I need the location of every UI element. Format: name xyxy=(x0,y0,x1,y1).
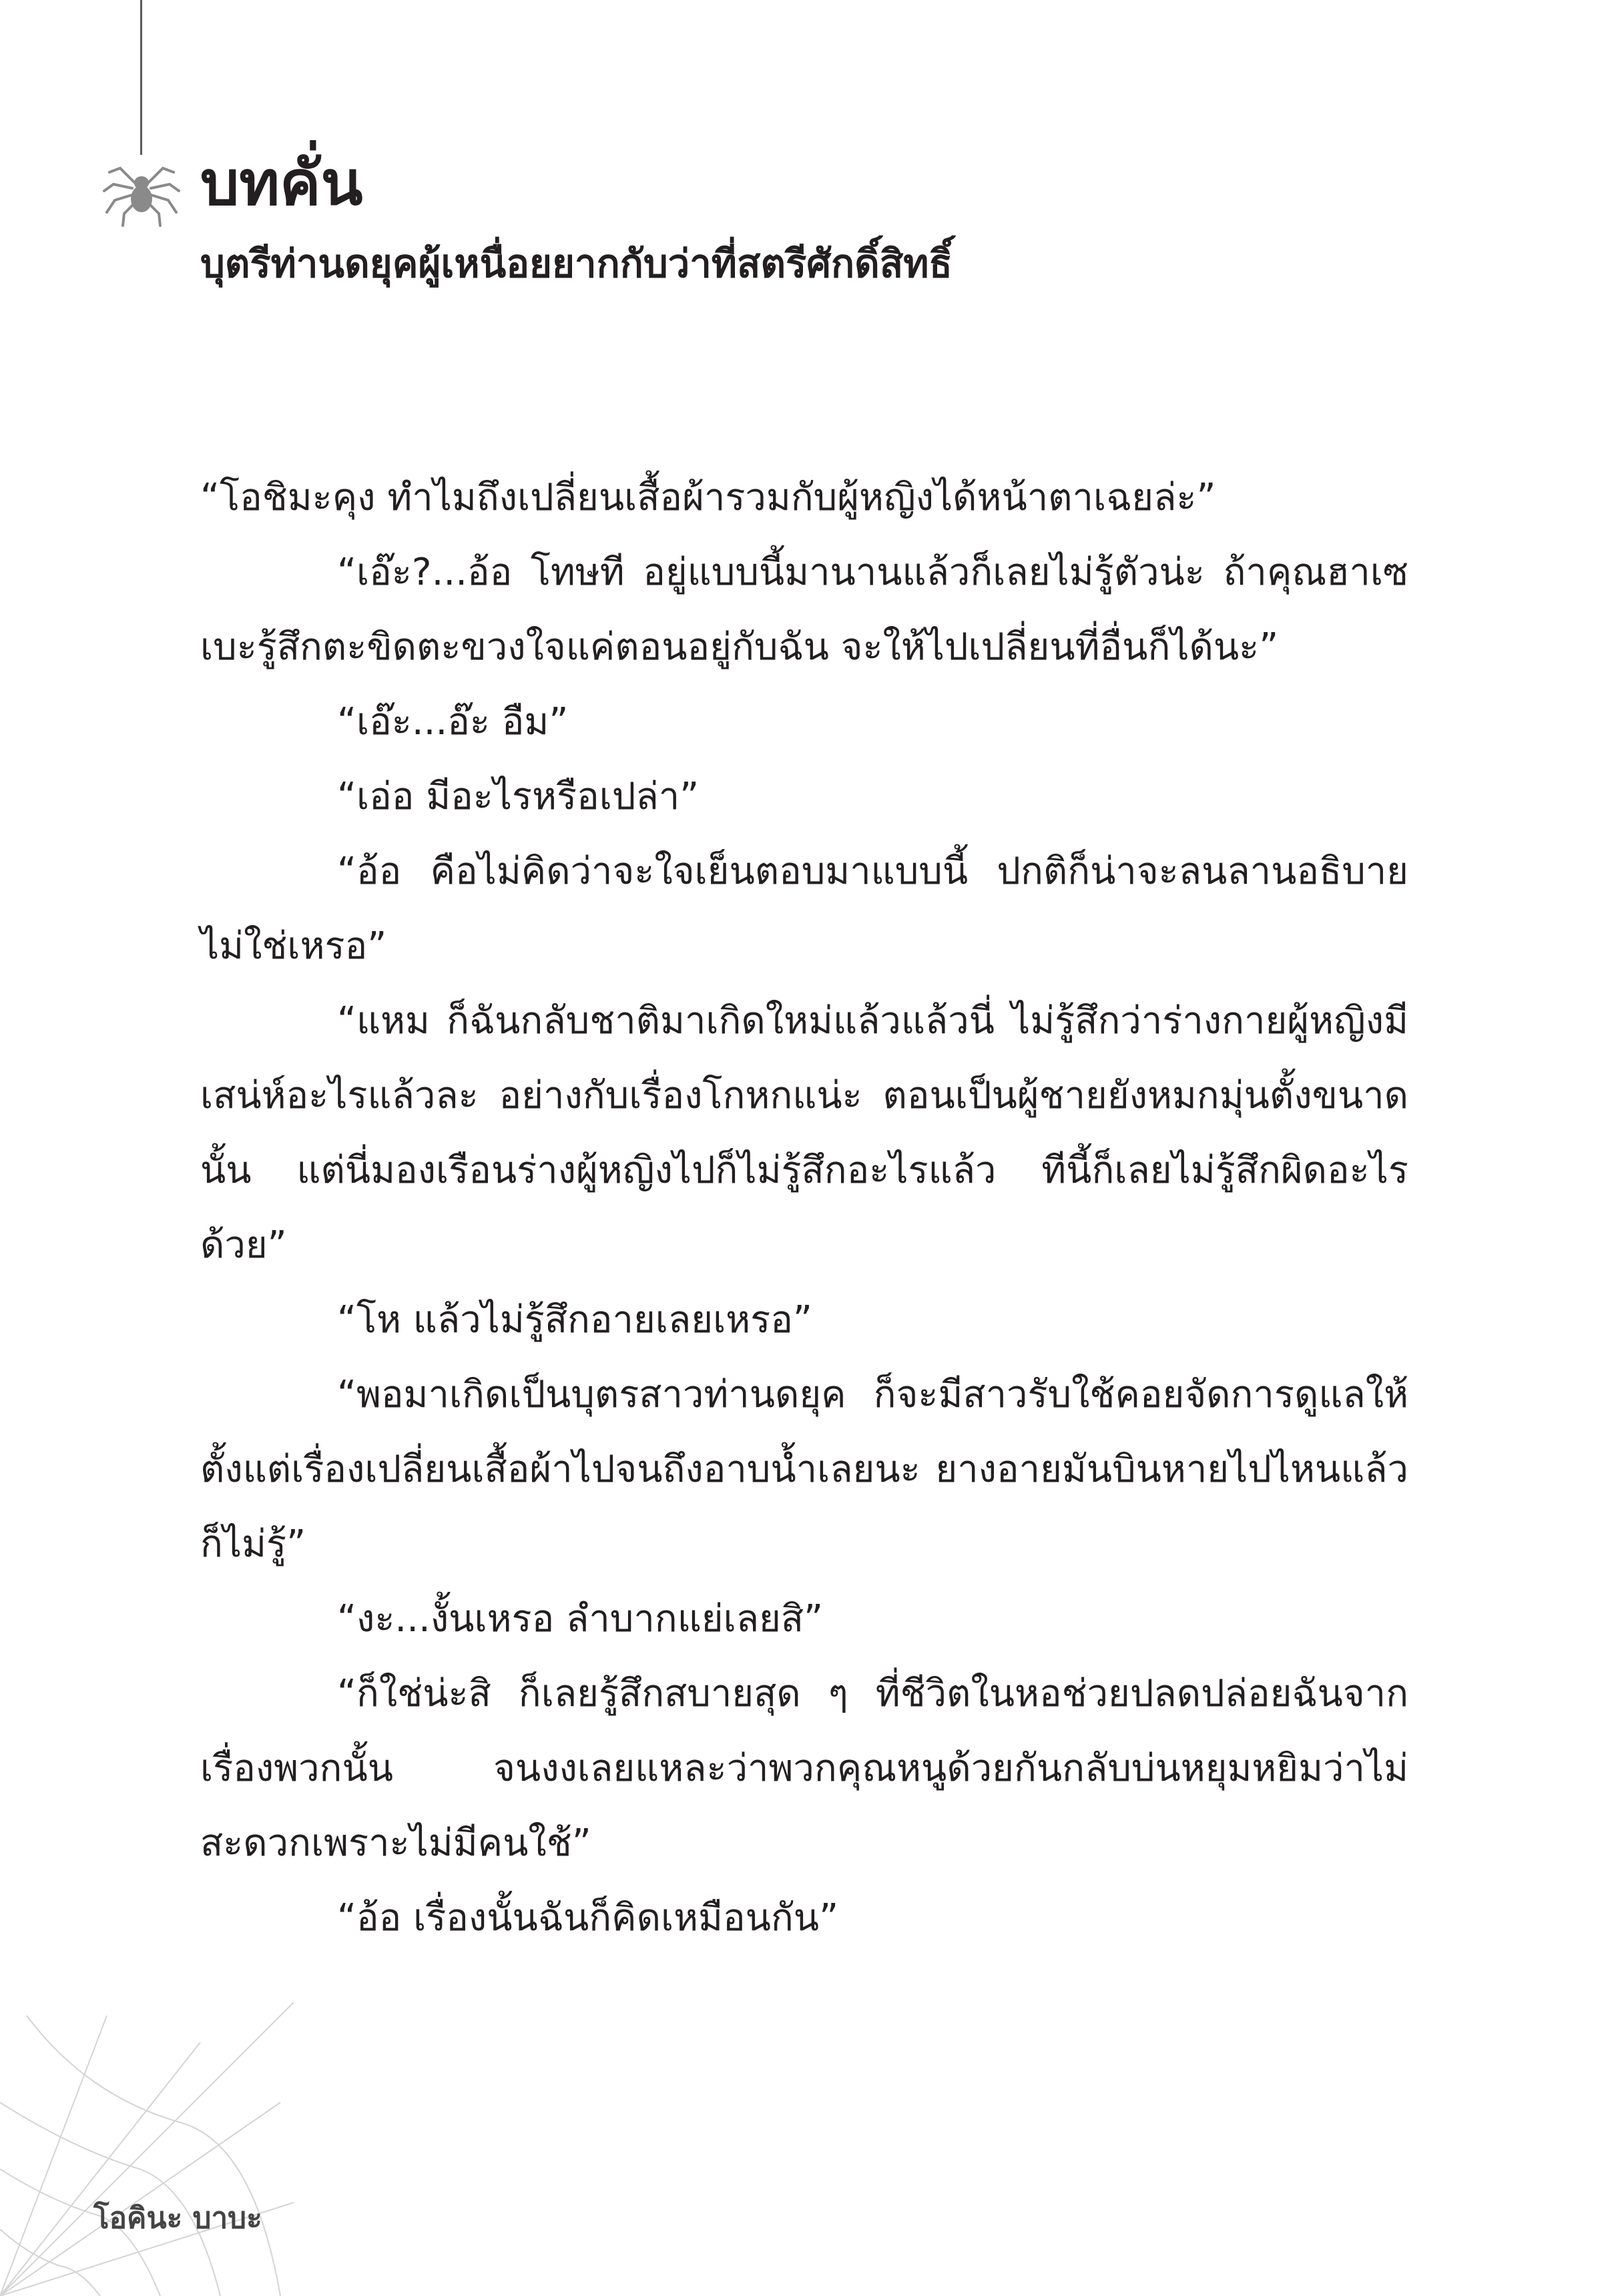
body-paragraph: “เอ๊ะ?...อ้อ โทษที อยู่แบบนี้มานานแล้วก็เลยไม่รู้ตัวน่ะ ถ้าคุณฮาเซเบะรู้สึกตะขิดตะขวงใจแค่ตอนอยู่กับฉัน จะให้ไปเปลี่ยนที่อื่นก็ได้นะ” xyxy=(200,551,1408,669)
body-paragraph: “พอมาเกิดเป็นบุตรสาวท่านดยุค ก็จะมีสาวรับใช้คอยจัดการดูแลให้ตั้งแต่เรื่องเปลี่ยนเสื้อผ้าไปจนถึงอาบน้ำเลยนะ ยางอายมันบินหายไปไหนแล้วก็ไม่รู้” xyxy=(200,1373,1408,1566)
body-paragraph: “เอ่อ มีอะไรหรือเปล่า” xyxy=(337,775,700,818)
chapter-subtitle: บุตรีท่านดยุคผู้เหนื่อยยากกับว่าที่สตรีศักดิ์สิทธิ์ xyxy=(200,241,953,286)
spider-web-icon xyxy=(0,2002,294,2296)
spider-thread xyxy=(140,0,142,155)
body-paragraph: “อ้อ เรื่องนั้นฉันก็คิดเหมือนกัน” xyxy=(337,1896,839,1940)
body-paragraph: “แหม ก็ฉันกลับชาติมาเกิดใหม่แล้วแล้วนี่ ไม่รู้สึกว่าร่างกายผู้หญิงมีเสน่ห์อะไรแล้วละ อย่างกับเรื่องโกหกแน่ะ ตอนเป็นผู้ชายยังหมกมุ่นตั้งขนาดนั้น แต่นี่มองเรือนร่างผู้หญิงไปก็ไม่รู้สึกอะไรแล้ว ทีนี้ก็เลยไม่รู้สึกผิดอะไรด้วย” xyxy=(200,999,1408,1267)
footer-author: โอคินะ บาบะ xyxy=(93,2201,262,2235)
body-paragraph: “งะ...งั้นเหรอ ลำบากแย่เลยสิ” xyxy=(337,1597,824,1641)
spider-icon xyxy=(100,148,183,231)
body-text xyxy=(200,461,1408,1956)
body-paragraph: “เอ๊ะ...อ๊ะ อืม” xyxy=(337,700,569,744)
body-paragraph: “โอชิมะคุง ทำไมถึงเปลี่ยนเสื้อผ้ารวมกับผู้หญิงได้หน้าตาเฉยล่ะ” xyxy=(200,476,1216,519)
body-paragraph: “ก็ใช่น่ะสิ ก็เลยรู้สึกสบายสุด ๆ ที่ชีวิตในหอช่วยปลดปล่อยฉันจากเรื่องพวกนั้น จนงงเลยแหละว่าพวกคุณหนูด้วยกันกลับบ่นหยุมหยิมว่าไม่สะดวกเพราะไม่มีคนใช้” xyxy=(200,1672,1408,1865)
body-paragraph: “อ้อ คือไม่คิดว่าจะใจเย็นตอบมาแบบนี้ ปกติก็น่าจะลนลานอธิบายไม่ใช่เหรอ” xyxy=(200,850,1408,968)
body-paragraph: “โห แล้วไม่รู้สึกอายเลยเหรอ” xyxy=(337,1298,812,1342)
chapter-title: บทคั่น xyxy=(200,148,363,219)
